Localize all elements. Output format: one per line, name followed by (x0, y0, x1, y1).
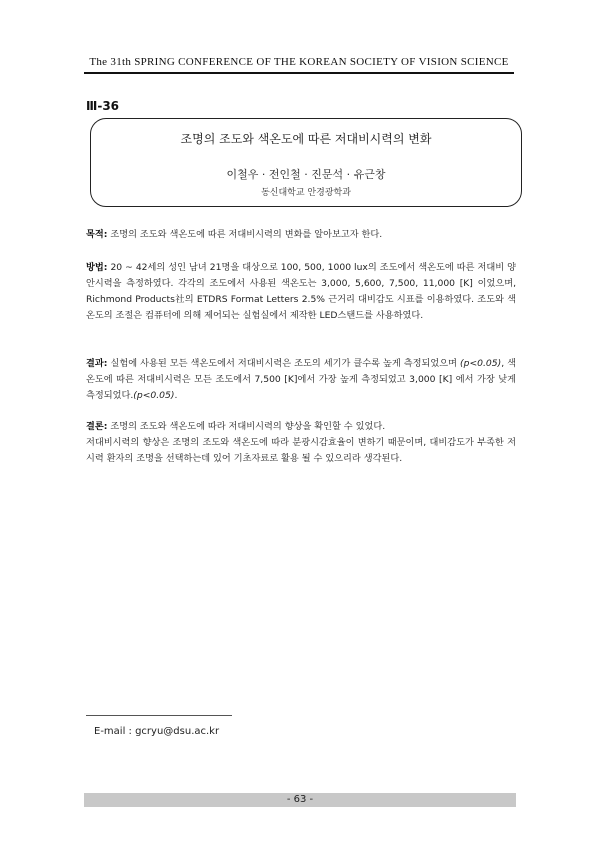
page-number: - 63 - (84, 793, 516, 807)
method-paragraph (86, 260, 516, 324)
result-text-b: , 색온도에 따른 저대비시력은 모든 조도에서 7,500 [K]에서 가장 높게 측정되었고 3,000 [K] 에서 가장 낮게 측정되었다. (86, 358, 516, 401)
conclusion-text-a: 조명의 조도와 색온도에 따라 저대비시력의 향상을 확인할 수 있었다. (107, 421, 386, 432)
header-rule (84, 72, 514, 74)
conclusion-text-b: 저대비시력의 향상은 조명의 조도와 색온도에 따라 분광시감효율이 변하기 때문이며, 대비감도가 부족한 저시력 환자의 조명을 선택하는데 있어 기초자료로 활용 될 수 있으리라 생각된다. (86, 437, 516, 464)
authors: 이철우 · 전인철 · 진문석 · 유근창 (226, 168, 386, 181)
abstract-id: Ⅲ-36 (86, 99, 120, 113)
method-text: 20 ~ 42세의 성인 남녀 21명을 대상으로 100, 500, 1000 lux의 조도에서 색온도에 따른 저대비 양안시력을 측정하였다. 각각의 조도에서 사용된 색온도는 3,000, 5,600, 7,500, 11,000 [K] 이었으며, Richmond Products社의 ETDRS Format Letters 2.5% 근거리 대비감도 시표를 이용하였다. 조도와 색온도의 조절은 컴퓨터에 의해 제어되는 실험실에서 제작한 LED스탠드를 사용하였다. (86, 262, 516, 321)
result-pvalue-1: (p<0.05) (460, 358, 502, 369)
title-box (90, 118, 522, 207)
method-label: 방법: (86, 262, 108, 273)
result-text-a: 실험에 사용된 모든 색온도에서 저대비시력은 조도의 세기가 클수록 높게 측정되었으며 (107, 358, 461, 369)
email-footnote: E-mail : gcryu@dsu.ac.kr (94, 726, 220, 737)
conference-header: The 31th SPRING CONFERENCE OF THE KOREAN SOCIETY OF VISION SCIENCE (89, 56, 509, 68)
result-paragraph (86, 356, 516, 404)
result-label: 결과: (86, 358, 108, 369)
conclusion-label: 결론: (86, 421, 108, 432)
footnote-rule (86, 715, 232, 716)
purpose-label: 목적: (86, 229, 108, 240)
affiliation: 동신대학교 안경광학과 (261, 188, 351, 198)
purpose-paragraph (86, 227, 516, 243)
purpose-text: 조명의 조도와 색온도에 따른 저대비시력의 변화를 알아보고자 한다. (107, 229, 383, 240)
result-text-c: . (174, 390, 178, 401)
conclusion-paragraph (86, 419, 516, 467)
result-pvalue-2: (p<0.05) (133, 390, 175, 401)
paper-title: 조명의 조도와 색온도에 따른 저대비시력의 변화 (180, 132, 432, 146)
